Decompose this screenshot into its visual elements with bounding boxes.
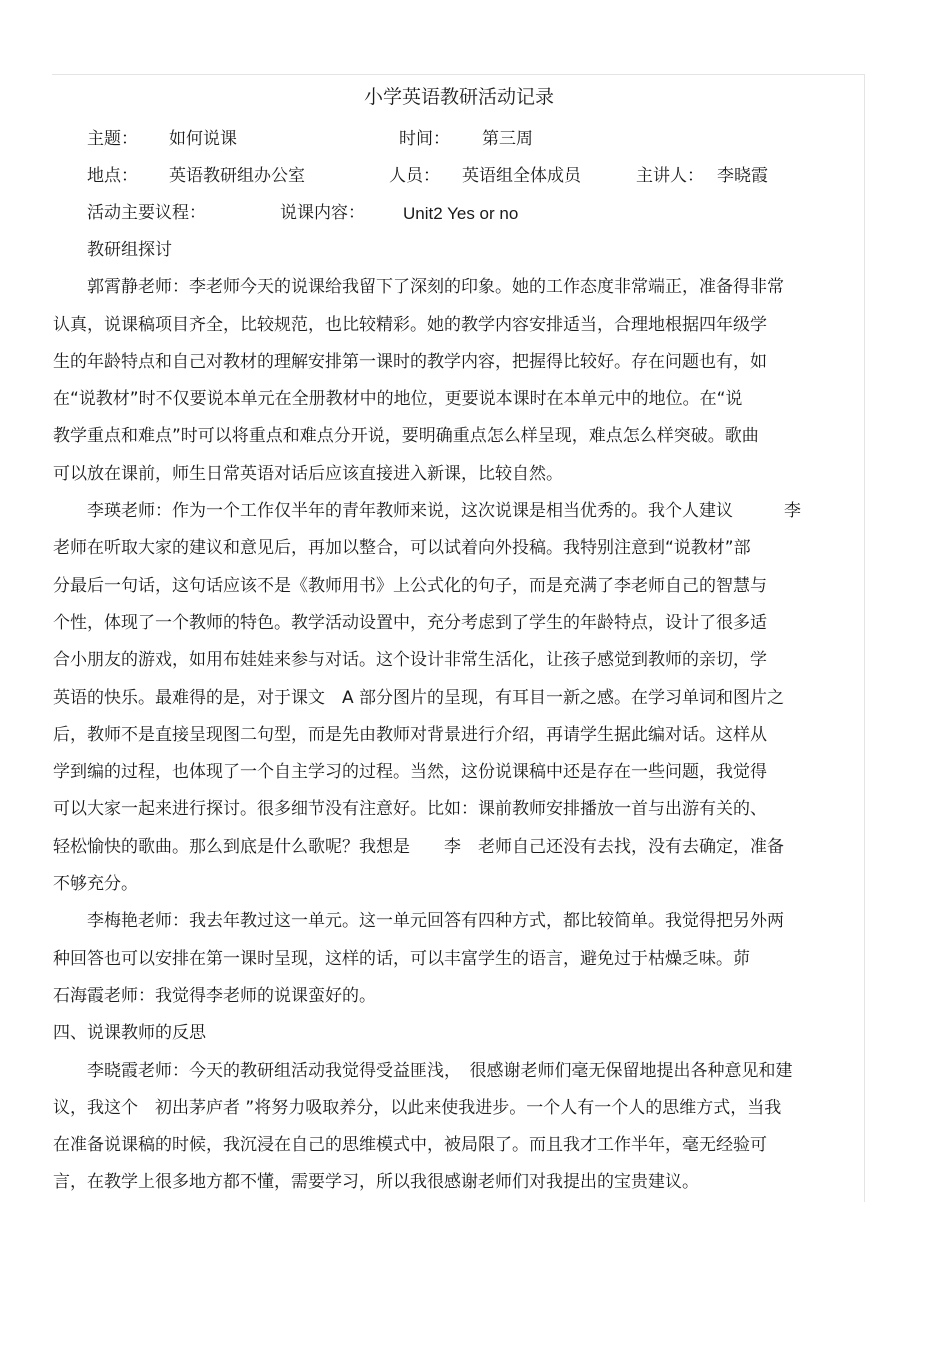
paragraph-line: 后，教师不是直接呈现图二句型，而是先由教师对背景进行介绍，再请学生据此编对话。这样从 (53, 724, 767, 745)
time-value: 第三周 (482, 129, 533, 149)
place-value: 英语教研组办公室 (169, 166, 305, 186)
document-body (53, 82, 865, 1202)
section-heading-reflection: 四、说课教师的反思 (53, 1023, 206, 1044)
paragraph-line: 在“说教材”时不仅要说本单元在全册教材中的地位，更要说本课时在本单元中的地位。在“说 (53, 389, 743, 410)
content-label: 说课内容： (280, 203, 365, 223)
time-label: 时间： (399, 129, 450, 149)
paragraph-line: 教学重点和难点”时可以将重点和难点分开说，要明确重点怎么样呈现，难点怎么样突破。歌曲 (53, 426, 759, 447)
paragraph-line: 在准备说课稿的时候，我沉浸在自己的思维模式中，被局限了。而且我才工作半年，毫无经验可 (53, 1135, 767, 1156)
speaker-label: 主讲人： (636, 166, 704, 186)
section-heading-discussion: 教研组探讨 (87, 240, 172, 260)
document-title: 小学英语教研活动记录 (363, 86, 554, 108)
paragraph-line: 言，在教学上很多地方都不懂，需要学习，所以我很感谢老师们对我提出的宝贵建议。 (53, 1172, 699, 1193)
paragraph-line: 生的年龄特点和自己对教材的理解安排第一课时的教学内容，把握得比较好。存在问题也有，如 (53, 351, 767, 372)
agenda-label: 活动主要议程： (87, 203, 206, 223)
topic-value: 如何说课 (169, 129, 237, 149)
paragraph-line: 合小朋友的游戏，如用布娃娃来参与对话。这个设计非常生活化，让孩子感觉到教师的亲切，学 (53, 650, 767, 671)
paragraph-line: 议，我这个 初出茅庐者 ”将努力吸取养分，以此来使我进步。一个人有一个人的思维方式，当我 (53, 1097, 782, 1118)
paragraph-line: 李瑛老师：作为一个工作仅半年的青年教师来说，这次说课是相当优秀的。我个人建议 李 (87, 501, 801, 522)
paragraph-line: 种回答也可以安排在第一课时呈现，这样的话，可以丰富学生的语言，避免过于枯燥乏味。茆 (53, 948, 750, 969)
paragraph-line: 可以放在课前，师生日常英语对话后应该直接进入新课，比较自然。 (53, 463, 563, 484)
paragraph-line: 个性，体现了一个教师的特色。教学活动设置中，充分考虑到了学生的年龄特点，设计了很多适 (53, 612, 767, 633)
meta-row-topic (53, 121, 865, 158)
people-value: 英语组全体成员 (462, 166, 581, 186)
paragraph-line: 英语的快乐。最难得的是，对于课文 A 部分图片的呈现，有耳目一新之感。在学习单词和图片之 (53, 687, 785, 708)
people-label: 人员： (389, 166, 440, 186)
paragraph-line: 认真，说课稿项目齐全，比较规范，也比较精彩。她的教学内容安排适当，合理地根据四年级学 (53, 314, 767, 335)
paragraph-line: 郭霄静老师：李老师今天的说课给我留下了深刻的印象。她的工作态度非常端正，准备得非常 (87, 277, 784, 298)
paragraph-line: 学到编的过程，也体现了一个自主学习的过程。当然，这份说课稿中还是存在一些问题，我觉得 (53, 762, 767, 783)
paragraph-line: 李晓霞老师：今天的教研组活动我觉得受益匪浅， 很感谢老师们毫无保留地提出各种意见和建 (87, 1060, 793, 1081)
topic-label: 主题： (87, 129, 138, 149)
paragraph-line: 可以大家一起来进行探讨。很多细节没有注意好。比如：课前教师安排播放一首与出游有关的、 (53, 799, 767, 820)
meta-row-agenda (53, 195, 865, 232)
paragraph-line: 轻松愉快的歌曲。那么到底是什么歌呢？我想是 李 老师自己还没有去找，没有去确定，准备 (53, 836, 784, 857)
meta-row-place (53, 158, 865, 195)
paragraph-line: 不够充分。 (53, 874, 138, 895)
content-value: Unit2 Yes or no (403, 204, 519, 223)
paragraph-line: 石海霞老师：我觉得李老师的说课蛮好的。 (53, 985, 376, 1006)
paragraph-line: 李梅艳老师：我去年教过这一单元。这一单元回答有四种方式，都比较简单。我觉得把另外两 (87, 911, 784, 932)
speaker-value: 李晓霞 (717, 166, 768, 186)
paragraph-line: 分最后一句话，这句话应该不是《教师用书》上公式化的句子，而是充满了李老师自己的智慧与 (53, 575, 767, 596)
place-label: 地点： (87, 166, 138, 186)
paragraph-line: 老师在听取大家的建议和意见后，再加以整合，可以试着向外投稿。我特别注意到“说教材”部 (53, 538, 751, 559)
